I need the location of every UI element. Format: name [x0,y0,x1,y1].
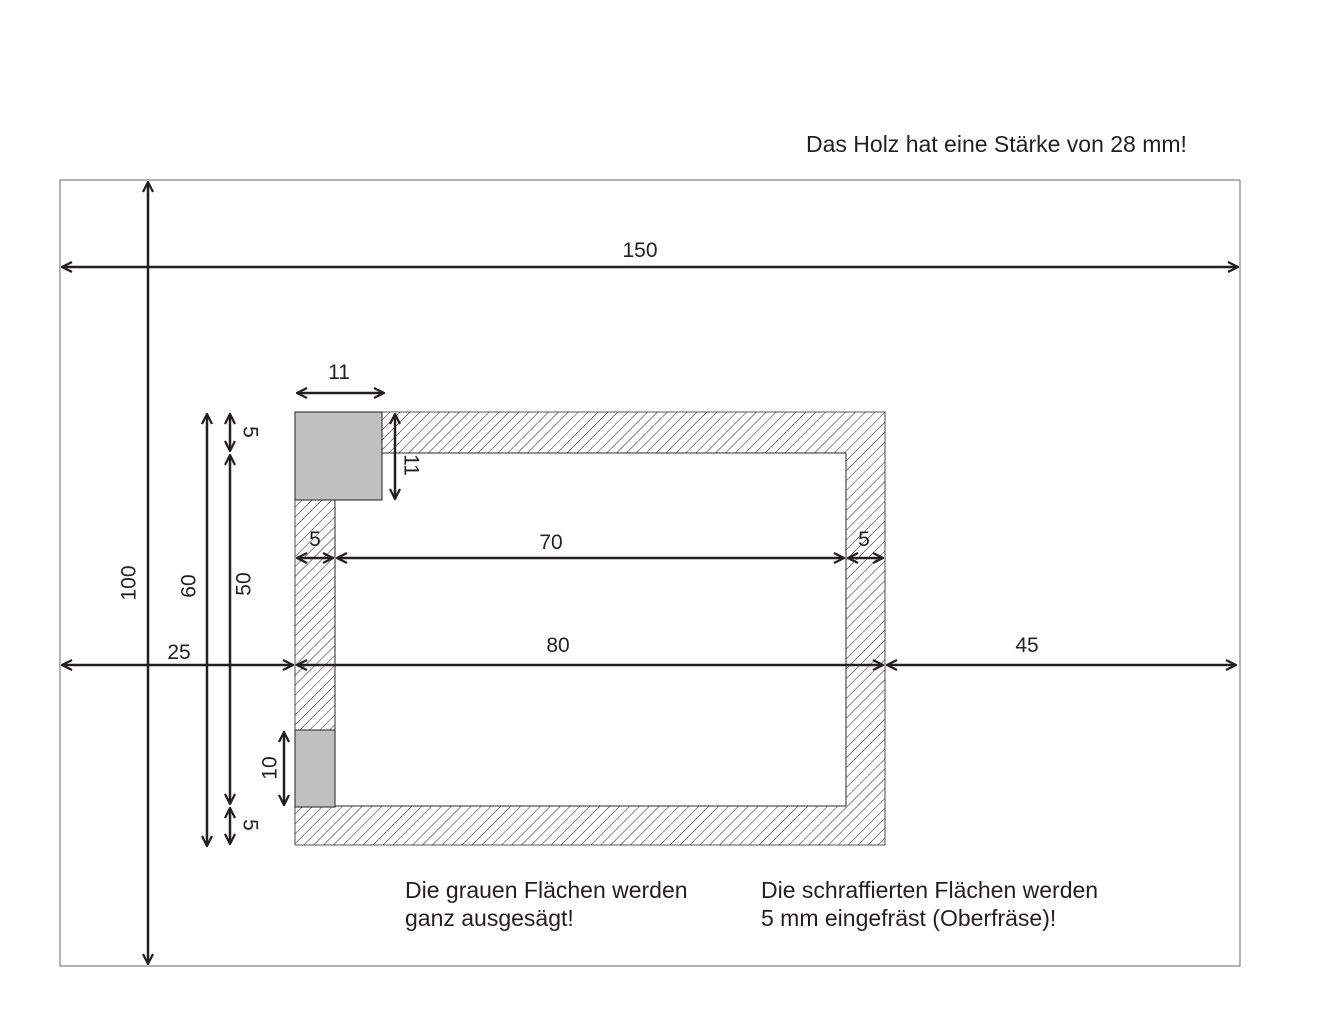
gray-areas-note [405,876,688,932]
inner-opening [335,453,846,806]
label-cutout-bottom-height: 10 [258,756,282,780]
label-cutout-top-width: 11 [328,361,350,384]
label-total-height: 100 [117,565,141,601]
label-wall-bottom: 5 [238,819,262,831]
hatch-note-line-2: 5 mm eingefräst (Oberfräse)! [761,905,1057,931]
wood-thickness-note: Das Holz hat eine Stärke von 28 mm! [806,131,1187,157]
label-frame-height: 60 [177,574,201,598]
label-left-offset: 25 [167,641,191,664]
label-total-width: 150 [622,239,658,262]
label-wall-right: 5 [858,528,870,551]
gray-note-line-1: Die grauen Flächen werden [405,877,688,903]
label-right-offset: 45 [1015,634,1039,657]
hatched-areas-note [761,876,1098,932]
label-inner-width: 70 [539,531,563,554]
hatch-note-line-1: Die schraffierten Flächen werden [761,877,1099,903]
cutout-bottom [295,730,335,807]
label-wall-left: 5 [309,528,321,551]
gray-note-line-2: ganz ausgesägt! [405,905,574,931]
milled-frame [295,412,885,845]
label-frame-width: 80 [546,634,570,657]
label-cutout-top-height: 11 [399,454,423,476]
label-inner-height: 50 [232,572,256,596]
label-wall-top: 5 [238,426,262,438]
cutout-top [295,412,382,500]
